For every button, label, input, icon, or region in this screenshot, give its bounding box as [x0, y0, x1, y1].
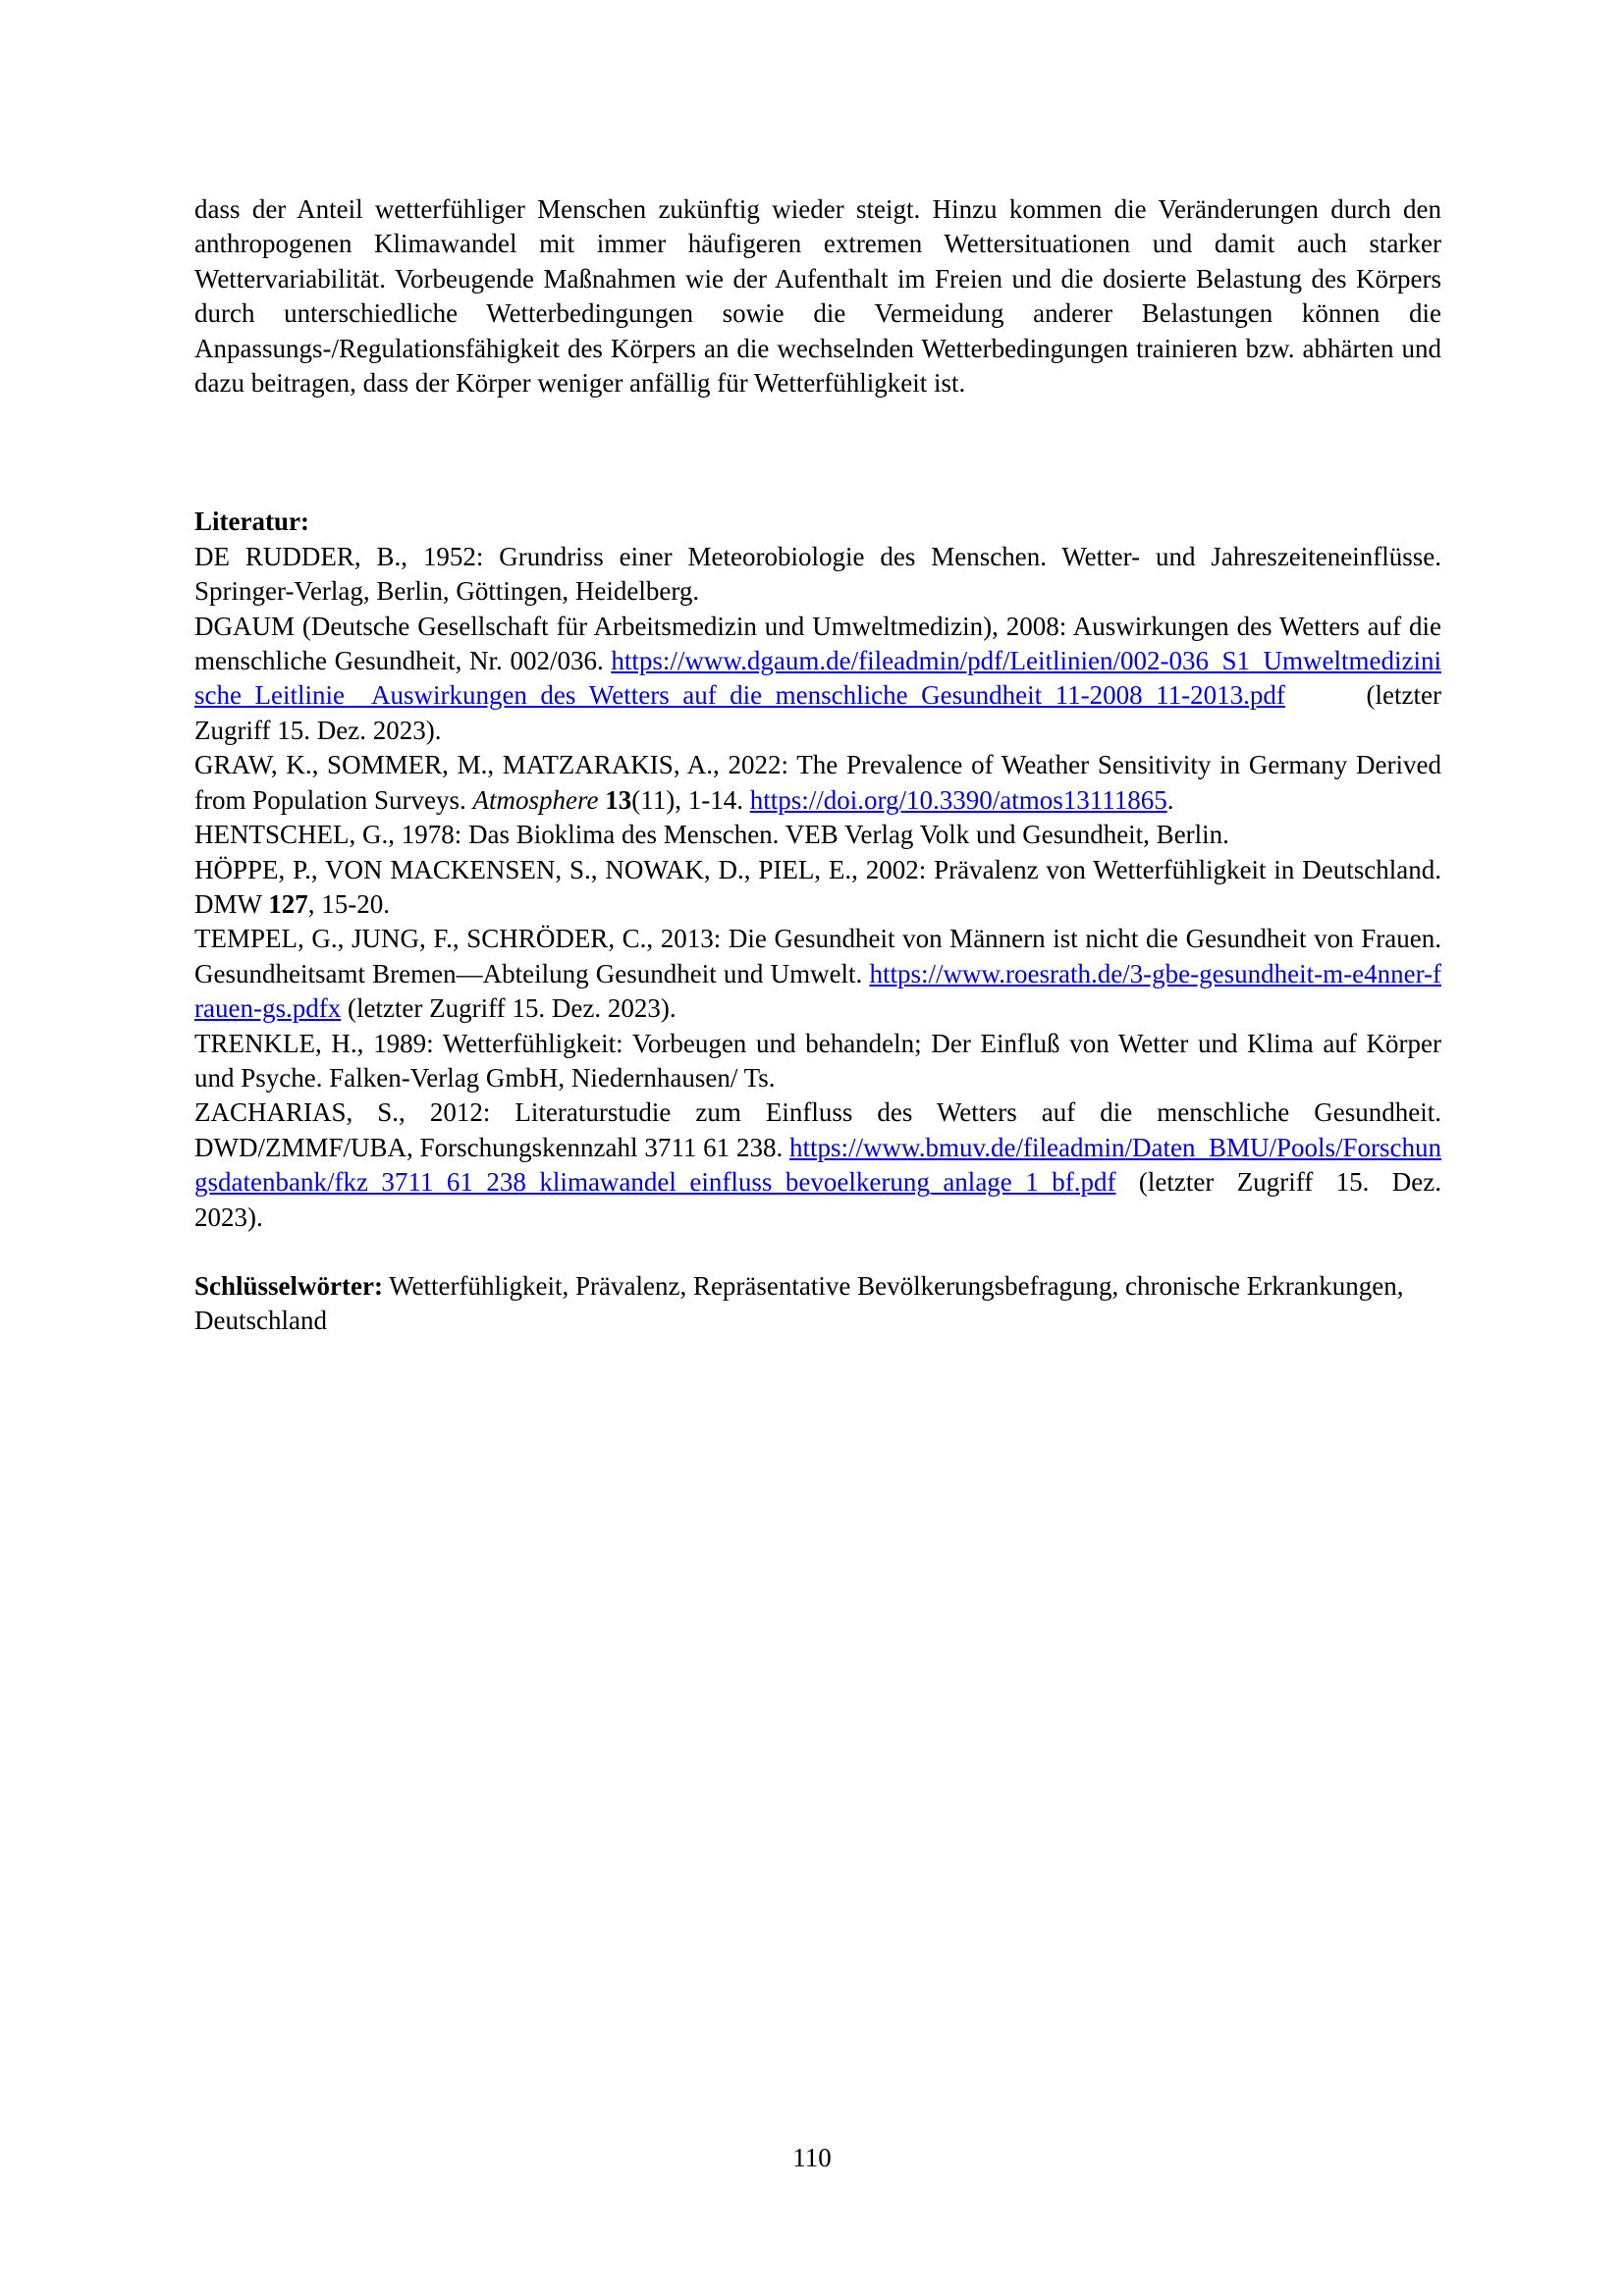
- reference-link[interactable]: https://doi.org/10.3390/atmos13111865: [749, 784, 1167, 815]
- page-content: [194, 192, 1441, 1339]
- reference-link[interactable]: https://www.dgaum.de/fileadmin/pdf/Leitlinien/002-036_S1_Umweltmedizinische_Leitlinie__Auswirkungen_des_Wetters_auf_die_menschliche_Gesundheit_11-2008_11-2013.pdf: [194, 646, 1441, 711]
- reference-text: HÖPPE, P., VON MACKENSEN, S., NOWAK, D., PIEL, E., 2002: Prävalenz von Wetterfühligkeit in Deutschland. DMW: [194, 854, 1441, 919]
- reference-text: TRENKLE, H., 1989: Wetterfühligkeit: Vorbeugen und behandeln; Der Einfluß von Wetter und Klima auf Körper und Psyche. Falken-Verlag GmbH, Niedernhausen/ Ts.: [194, 1028, 1441, 1093]
- reference-access-note: (letzter Zugriff 15. Dez. 2023).: [194, 1167, 1442, 1232]
- reference-text: DE RUDDER, B., 1952: Grundriss einer Meteorobiologie des Menschen. Wetter- und Jahreszeiteneinflüsse. Springer-Verlag, Berlin, Göttingen, Heidelberg.: [194, 541, 1441, 607]
- keywords-label: Schlüsselwörter:: [194, 1270, 383, 1301]
- reference-access-note: (letzter Zugriff 15. Dez. 2023).: [347, 993, 677, 1024]
- reference-pages: , 15-20.: [307, 888, 391, 919]
- keywords-text: Wetterfühligkeit, Prävalenz, Repräsentative Bevölkerungsbefragung, chronische Erkrankungen, Deutschland: [194, 1270, 1404, 1336]
- reference-hoeppe: [194, 853, 1441, 923]
- journal-volume: 127: [268, 888, 308, 919]
- literature-heading: Literatur:: [194, 507, 309, 537]
- reference-de-rudder: [194, 540, 1441, 610]
- reference-text: GRAW, K., SOMMER, M., MATZARAKIS, A., 2022: The Prevalence of Weather Sensitivity in Germany Derived from Population Surveys.: [194, 750, 1441, 815]
- reference-access-note: (letzter Zugriff 15. Dez. 2023).: [194, 680, 1441, 745]
- journal-volume: 13: [605, 784, 632, 815]
- reference-zacharias: [194, 1095, 1441, 1235]
- reference-tempel: [194, 922, 1441, 1026]
- reference-text: ZACHARIAS, S., 2012: Literaturstudie zum Einfluss des Wetters auf die menschliche Gesundheit. DWD/ZMMF/UBA, Forschungskennzahl 3711 61 238.: [194, 1097, 1441, 1162]
- reference-link[interactable]: https://www.roesrath.de/3-gbe-gesundheit-m-e4nner-frauen-gs.pdfx: [194, 958, 1442, 1024]
- journal-issue-pages: (11), 1-14.: [631, 784, 743, 815]
- reference-trenkle: [194, 1027, 1441, 1096]
- reference-trailing-period: .: [1166, 784, 1174, 815]
- reference-dgaum: [194, 610, 1441, 749]
- reference-text: TEMPEL, G., JUNG, F., SCHRÖDER, C., 2013: Die Gesundheit von Männern ist nicht die Gesundheit von Frauen. Gesundheitsamt Bremen—Abteilung Gesundheit und Umwelt.: [194, 924, 1441, 988]
- reference-hentschel: [194, 818, 1441, 852]
- reference-graw: [194, 748, 1441, 818]
- page-number: 110: [792, 2143, 832, 2172]
- reference-text: DGAUM (Deutsche Gesellschaft für Arbeitsmedizin und Umweltmedizin), 2008: Auswirkungen des Wetters auf die menschliche Gesundheit, Nr. 002/036.: [194, 611, 1441, 676]
- journal-name: Atmosphere: [472, 784, 599, 815]
- reference-list: [194, 540, 1441, 1235]
- reference-link[interactable]: https://www.bmuv.de/fileadmin/Daten_BMU/Pools/Forschungsdatenbank/fkz_3711_61_238_klimawandel_einfluss_bevoelkerung_anlage_1_bf.pdf: [194, 1132, 1441, 1198]
- reference-text: HENTSCHEL, G., 1978: Das Bioklima des Menschen. VEB Verlag Volk und Gesundheit, Berlin.: [194, 820, 1229, 850]
- keywords: [194, 1269, 1441, 1339]
- body-paragraph: dass der Anteil wetterfühliger Menschen zukünftig wieder steigt. Hinzu kommen die Veränderungen durch den anthropogenen Klimawandel mit immer häufigeren extremen Wettersituationen und damit auch starker Wettervariabilität. Vorbeugende Maßnahmen wie der Aufenthalt im Freien und die dosierte Belastung des Körpers durch unterschiedliche Wetterbedingungen sowie die Vermeidung anderer Belastungen können die Anpassungs-/Regulationsfähigkeit des Körpers an die wechselnden Wetterbedingungen trainieren bzw. abhärten und dazu beitragen, dass der Körper weniger anfällig für Wetterfühligkeit ist.: [194, 194, 1441, 399]
